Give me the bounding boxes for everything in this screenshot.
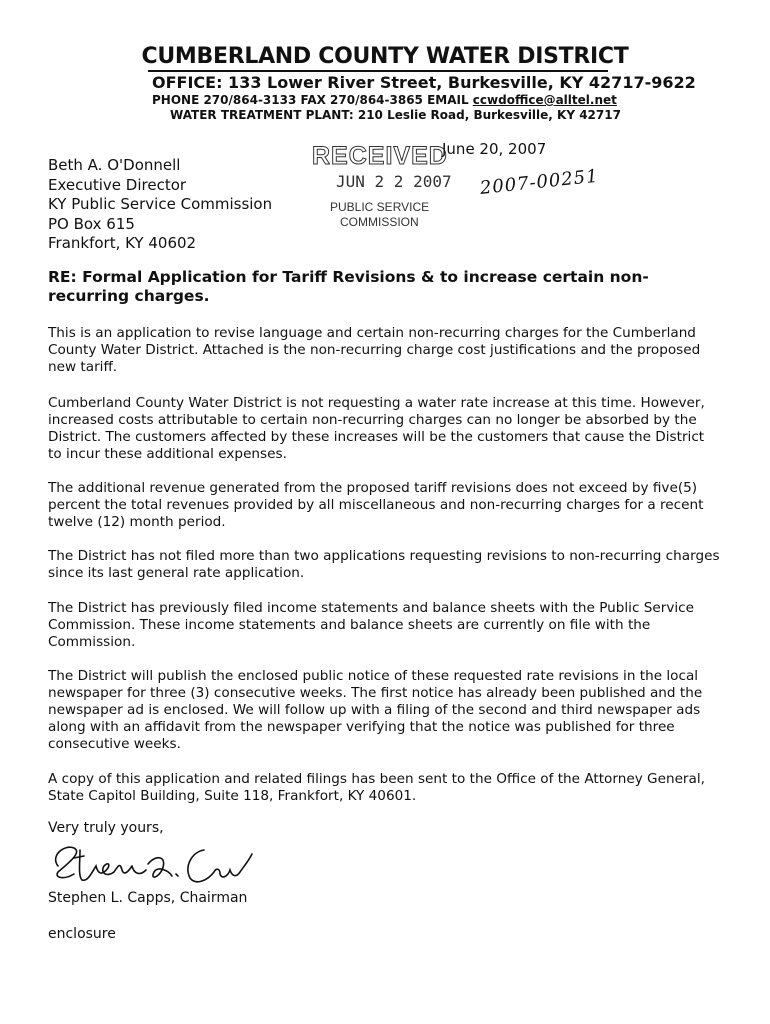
body-paragraph: The District has previously filed income statements and balance sheets with the Public Service Commission. These income statements and balance sheets are currently on file with the Commission. bbox=[48, 600, 694, 650]
body-paragraph: The District will publish the enclosed public notice of these requested rate revisions in the local newspaper for three (3) consecutive weeks. The first notice has already been published and the newspaper ad is enclosed. We will follow up with a filing of the second and third newspaper ads along with an affidavit from the newspaper verifying that the notice was published for three consecutive weeks. bbox=[48, 668, 703, 752]
phone-fax: PHONE 270/864-3133 FAX 270/864-3865 EMAIL bbox=[152, 93, 473, 107]
letter-date: June 20, 2007 bbox=[442, 140, 547, 158]
addressee-org: KY Public Service Commission bbox=[48, 195, 273, 213]
letterhead-contact bbox=[152, 93, 617, 107]
addressee-city: Frankfort, KY 40602 bbox=[48, 234, 197, 252]
closing: Very truly yours, bbox=[48, 820, 164, 836]
signature bbox=[44, 836, 254, 896]
body-paragraph: A copy of this application and related filings has been sent to the Office of the Attorney General, State Capitol Building, Suite 118, Frankfort, KY 40601. bbox=[48, 771, 705, 804]
letterhead-plant: WATER TREATMENT PLANT: 210 Leslie Road, Burkesville, KY 42717 bbox=[170, 108, 621, 122]
addressee-title: Executive Director bbox=[48, 175, 187, 194]
letterhead-title: CUMBERLAND COUNTY WATER DISTRICT bbox=[141, 44, 629, 69]
title-underline bbox=[148, 70, 608, 72]
email-link[interactable]: ccwdoffice@alltel.net bbox=[472, 93, 617, 107]
stamp-date: JUN 2 2 2007 bbox=[336, 172, 452, 191]
body-paragraph: The additional revenue generated from the proposed tariff revisions does not exceed by five(5) percent the total revenues provided by all miscellaneous and non-recurring charges for a recent twelve (12) month period. bbox=[48, 480, 704, 530]
body-paragraph: Cumberland County Water District is not requesting a water rate increase at this time. However, increased costs attributable to certain non-recurring charges can no longer be absorbed by the District. The customers affected by these increases will be the customers that cause the District to incur these additional expenses. bbox=[48, 395, 705, 462]
addressee-name: Beth A. O'Donnell bbox=[48, 156, 181, 174]
handwritten-case-number: 2007-00251 bbox=[478, 165, 600, 199]
enclosure-note: enclosure bbox=[48, 926, 116, 942]
subject-line: RE: Formal Application for Tariff Revisions & to increase certain non-recurring charges. bbox=[48, 268, 649, 305]
stamp-line1: PUBLIC SERVICE bbox=[330, 200, 430, 214]
addressee-block bbox=[48, 156, 272, 254]
body-paragraph: This is an application to revise language and certain non-recurring charges for the Cumberland County Water District. Attached is the non-recurring charge cost justifications and the proposed new tariff. bbox=[48, 325, 701, 375]
received-stamp bbox=[312, 142, 452, 229]
body-paragraph: The District has not filed more than two applications requesting revisions to non-recurring charges since its last general rate application. bbox=[48, 548, 720, 581]
stamp-line2: COMMISSION bbox=[340, 215, 419, 229]
signer-name: Stephen L. Capps, Chairman bbox=[48, 890, 248, 906]
stamp-received: RECEIVED bbox=[312, 142, 448, 170]
addressee-box: PO Box 615 bbox=[48, 214, 135, 233]
letterhead-office: OFFICE: 133 Lower River Street, Burkesville, KY 42717-9622 bbox=[152, 73, 696, 92]
